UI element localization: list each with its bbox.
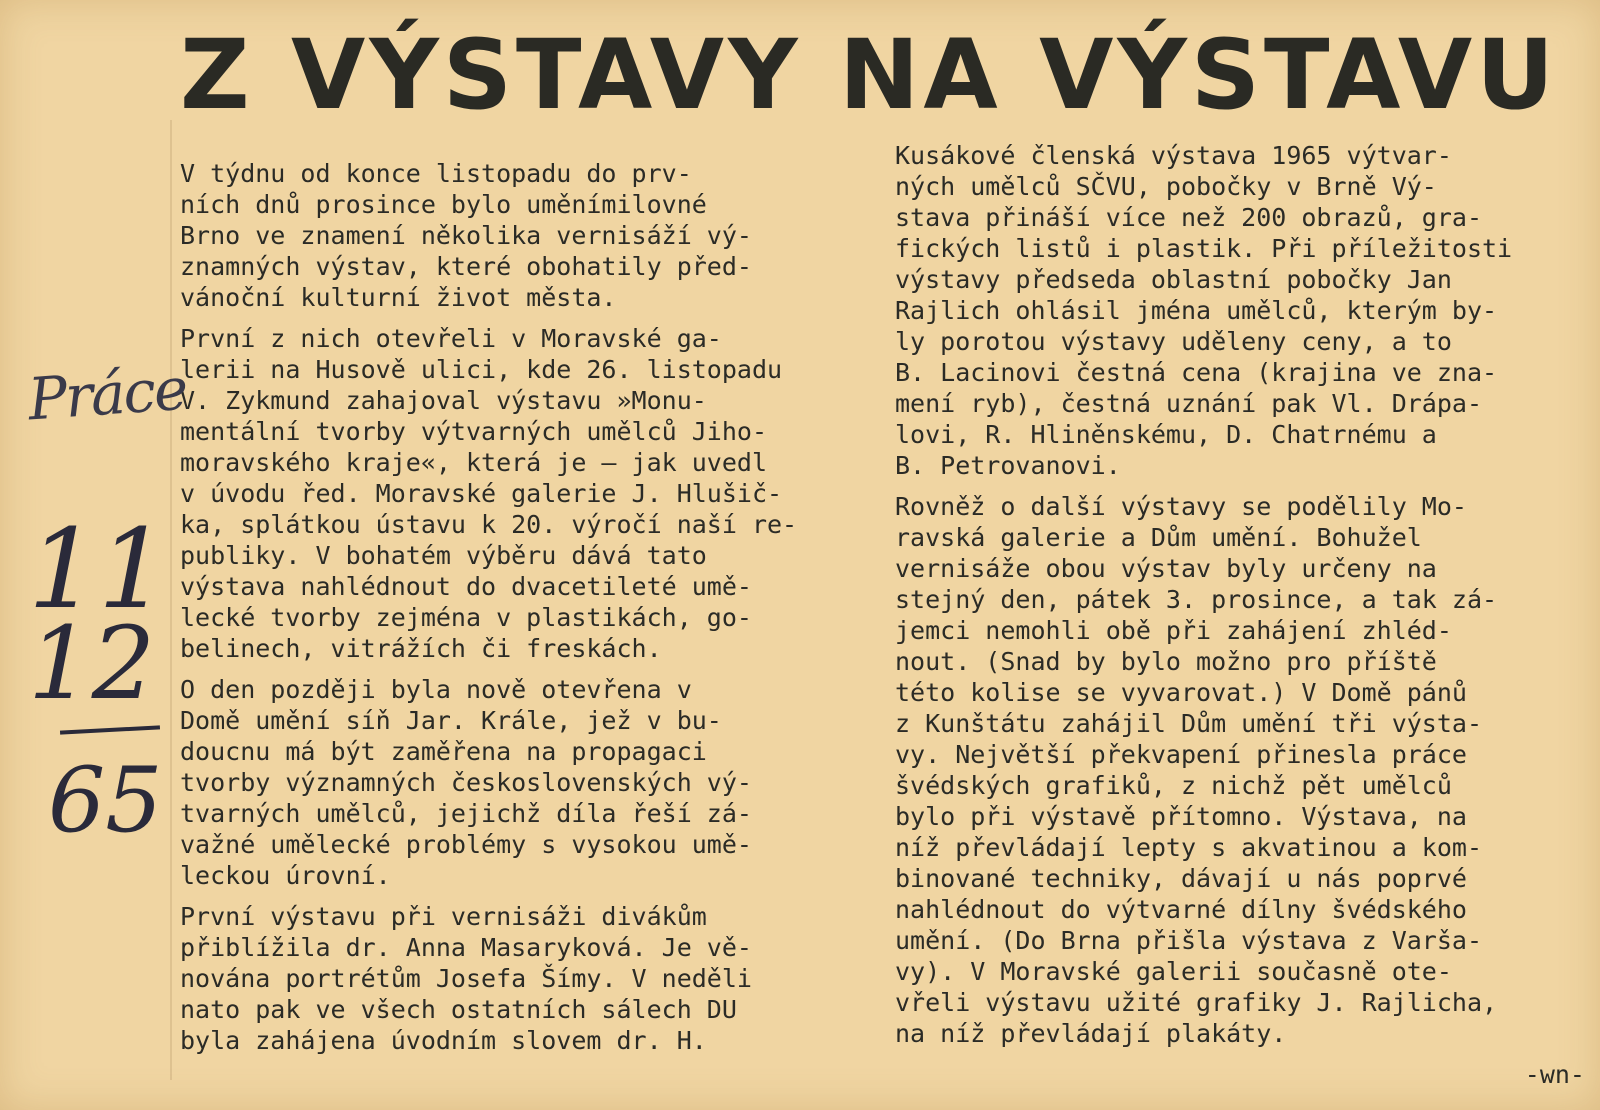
text-line: z Kunštátu zahájil Dům umění tři výsta- [895,709,1482,738]
text-line: V týdnu od konce listopadu do prv- [180,159,692,188]
text-line: znamných výstav, které obohatily před- [180,252,752,281]
text-line: ných umělců SČVU, pobočky v Brně Vý- [895,172,1437,201]
article-column-right [895,140,1585,1090]
text-line: leckou úrovní. [180,861,391,890]
handwritten-month: 12 [28,605,156,722]
text-line: bylo při výstavě přítomno. Výstava, na [895,802,1467,831]
text-line: výstavy předseda oblastní pobočky Jan [895,265,1452,294]
text-line: Rovněž o další výstavy se podělily Mo- [895,492,1467,521]
text-line: stava přináší více než 200 obrazů, gra- [895,203,1482,232]
text-line: belinech, vitrážích či freskách. [180,634,662,663]
text-line: stejný den, pátek 3. prosince, a tak zá- [895,585,1498,614]
text-line: ravská galerie a Dům umění. Bohužel [895,523,1422,552]
handwritten-year: 65 [48,748,163,853]
text-line: fických listů i plastik. Při příležitosti [895,234,1513,263]
text-line: umění. (Do Brna přišla výstava z Varša- [895,926,1482,955]
text-line: švédských grafiků, z nichž pět umělců [895,771,1452,800]
paragraph-6 [895,491,1585,1049]
text-line: výstava nahlédnout do dvacetileté umě- [180,572,752,601]
text-line: nato pak ve všech ostatních sálech DU [180,995,737,1024]
text-line: První z nich otevřeli v Moravské ga- [180,324,722,353]
text-line: publiky. V bohatém výběru dává tato [180,541,707,570]
handwritten-rule [60,725,160,734]
text-line: nout. (Snad by bylo možno pro příště [895,647,1437,676]
paragraph-1 [180,158,860,313]
text-line: První výstavu při vernisáži divákům [180,902,707,931]
text-line: vy). V Moravské galerii současně ote- [895,957,1452,986]
paragraph-5 [895,140,1585,481]
text-line: nahlédnout do výtvarné dílny švédského [895,895,1467,924]
text-line: vy. Největší překvapení přinesla práce [895,740,1467,769]
article-column-left [180,158,860,1066]
text-line: B. Petrovanovi. [895,451,1121,480]
text-line: mení ryb), čestná uznání pak Vl. Drápa- [895,389,1482,418]
text-line: vánoční kulturní život města. [180,283,617,312]
article-headline: Z VÝSTAVY NA VÝSTAVU [180,19,1559,131]
text-line: B. Lacinovi čestná cena (krajina ve zna- [895,358,1498,387]
text-line: lovi, R. Hliněnskému, D. Chatrnému a [895,420,1437,449]
paragraph-3 [180,674,860,891]
paragraph-4 [180,901,860,1056]
text-line: tvorby významných československých vý- [180,768,752,797]
text-line: vřeli výstavu užité grafiky J. Rajlicha, [895,988,1498,1017]
text-line: ních dnů prosince bylo uměnímilovné [180,190,707,219]
text-line: v úvodu řed. Moravské galerie J. Hlušič- [180,479,783,508]
text-line: tvarných umělců, jejichž díla řeší zá- [180,799,752,828]
text-line: važné umělecké problémy s vysokou umě- [180,830,752,859]
text-line: jemci nemohli obě při zahájení zhléd- [895,616,1452,645]
text-line: této kolise se vyvarovat.) V Domě pánů [895,678,1467,707]
text-line: binované techniky, dávají u nás poprvé [895,864,1467,893]
text-line: lerii na Husově ulici, kde 26. listopadu [180,355,783,384]
text-line: moravského kraje«, která je — jak uvedl [180,448,767,477]
text-line: níž převládají lepty s akvatinou a kom- [895,833,1482,862]
text-line: nována portrétům Josefa Šímy. V neděli [180,964,752,993]
author-signature: -wn- [1524,1060,1585,1089]
text-line: ly porotou výstavy uděleny ceny, a to [895,327,1452,356]
text-line: na níž převládají plakáty. [895,1019,1287,1048]
text-line: O den později byla nově otevřena v [180,675,692,704]
text-line: lecké tvorby zejména v plastikách, go- [180,603,752,632]
text-line: Rajlich ohlásil jména umělců, kterým by- [895,296,1498,325]
handwritten-day: 11 [28,505,168,633]
text-line: přiblížila dr. Anna Masaryková. Je vě- [180,933,752,962]
text-line: mentální tvorby výtvarných umělců Jiho- [180,417,767,446]
text-line: V. Zykmund zahajoval výstavu »Monu- [180,386,707,415]
clipping-edge [170,120,172,1080]
text-line: vernisáže obou výstav byly určeny na [895,554,1437,583]
text-line: ka, splátkou ústavu k 20. výročí naší re- [180,510,798,539]
handwritten-source: Práce [25,354,189,434]
paragraph-2 [180,323,860,664]
text-line: Brno ve znamení několika vernisáží vý- [180,221,752,250]
text-line: doucnu má být zaměřena na propagaci [180,737,707,766]
text-line: Kusákové členská výstava 1965 výtvar- [895,141,1452,170]
text-line: byla zahájena úvodním slovem dr. H. [180,1026,707,1055]
text-line: Domě umění síň Jar. Krále, jež v bu- [180,706,722,735]
